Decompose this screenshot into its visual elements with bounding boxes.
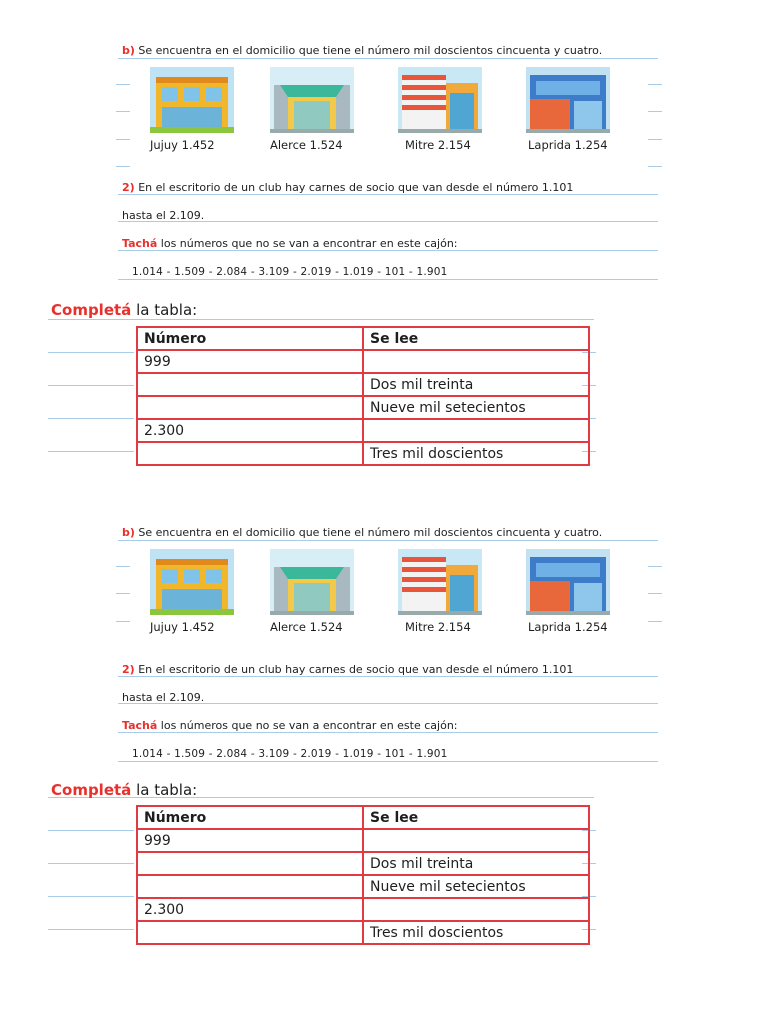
cell-numero[interactable] (137, 921, 363, 944)
table-row (137, 875, 589, 898)
cell-numero[interactable]: 2.300 (137, 419, 363, 442)
complete-bold: Completá (51, 781, 132, 799)
building-blue-icon (526, 67, 610, 133)
table-row (137, 419, 589, 442)
exercise-2-text: En el escritorio de un club hay carnes de socio que van desde el número 1.101 (138, 663, 574, 676)
header-se-lee: Se lee (363, 806, 589, 829)
cell-se-lee[interactable] (363, 419, 589, 442)
margin-tick (648, 566, 662, 567)
margin-tick (648, 621, 662, 622)
margin-tick (648, 111, 662, 112)
table-row (137, 921, 589, 944)
exercise-2-instruction (122, 719, 458, 732)
header-numero: Número (137, 327, 363, 350)
exercise-b-text (122, 526, 602, 539)
building-yellow-icon (150, 549, 234, 615)
exercise-2-line2: hasta el 2.109. (122, 209, 205, 222)
ruled-line (48, 830, 134, 831)
ruled-line (118, 540, 658, 541)
ruled-line (48, 929, 134, 930)
building-striped-icon (398, 549, 482, 615)
cell-numero[interactable]: 999 (137, 350, 363, 373)
building-green-icon (270, 67, 354, 133)
instruction-rest: los números que no se van a encontrar en este cajón: (160, 237, 458, 250)
number-list: 1.014 - 1.509 - 2.084 - 3.109 - 2.019 - 1.019 - 101 - 1.901 (132, 266, 448, 278)
margin-tick (648, 84, 662, 85)
ruled-line (48, 352, 134, 353)
complete-title (51, 301, 197, 319)
building-caption: Laprida 1.254 (528, 138, 608, 152)
cell-se-lee[interactable]: Dos mil treinta (363, 373, 589, 396)
margin-tick (116, 111, 130, 112)
building-caption: Alerce 1.524 (270, 620, 343, 634)
building-caption: Jujuy 1.452 (150, 620, 215, 634)
ruled-line (48, 319, 594, 320)
instruction-bold: Tachá (122, 237, 158, 250)
complete-rest: la tabla: (136, 301, 198, 319)
ruled-line (118, 279, 658, 280)
instruction-rest: los números que no se van a encontrar en este cajón: (160, 719, 458, 732)
building-caption: Laprida 1.254 (528, 620, 608, 634)
margin-tick (116, 84, 130, 85)
ruled-line (118, 250, 658, 251)
exercise-b-text (122, 44, 602, 57)
building-caption: Jujuy 1.452 (150, 138, 215, 152)
exercise-2-line1 (122, 181, 573, 194)
exercise-2-label: 2) (122, 663, 135, 676)
table-row (137, 898, 589, 921)
ruled-line (48, 451, 134, 452)
table-header-row (137, 327, 589, 350)
table-header-row (137, 806, 589, 829)
cell-numero[interactable]: 2.300 (137, 898, 363, 921)
complete-title (51, 781, 197, 799)
exercise-2-line1 (122, 663, 573, 676)
cell-se-lee[interactable] (363, 898, 589, 921)
header-se-lee: Se lee (363, 327, 589, 350)
exercise-b-sentence: Se encuentra en el domicilio que tiene el número mil doscientos cincuenta y cuatro. (138, 44, 603, 57)
table-row (137, 442, 589, 465)
building-striped-icon (398, 67, 482, 133)
number-list: 1.014 - 1.509 - 2.084 - 3.109 - 2.019 - 1.019 - 101 - 1.901 (132, 748, 448, 760)
table-row (137, 829, 589, 852)
margin-tick (648, 593, 662, 594)
cell-numero[interactable] (137, 396, 363, 419)
margin-tick (116, 621, 130, 622)
ruled-line (118, 676, 658, 677)
exercise-2-instruction (122, 237, 458, 250)
cell-se-lee[interactable] (363, 350, 589, 373)
instruction-bold: Tachá (122, 719, 158, 732)
header-numero: Número (137, 806, 363, 829)
table-row (137, 373, 589, 396)
building-blue-icon (526, 549, 610, 615)
cell-se-lee[interactable] (363, 829, 589, 852)
building-green-icon (270, 549, 354, 615)
ruled-line (118, 194, 658, 195)
complete-bold: Completá (51, 301, 132, 319)
ruled-line (48, 418, 134, 419)
margin-tick (648, 139, 662, 140)
cell-se-lee[interactable]: Nueve mil setecientos (363, 396, 589, 419)
building-caption: Mitre 2.154 (405, 138, 471, 152)
ruled-line (118, 732, 658, 733)
ruled-line (48, 385, 134, 386)
cell-numero[interactable] (137, 852, 363, 875)
ruled-line (48, 863, 134, 864)
number-table (136, 805, 590, 945)
cell-numero[interactable] (137, 373, 363, 396)
cell-numero[interactable] (137, 442, 363, 465)
complete-rest: la tabla: (136, 781, 198, 799)
table-row (137, 350, 589, 373)
cell-se-lee[interactable]: Nueve mil setecientos (363, 875, 589, 898)
building-yellow-icon (150, 67, 234, 133)
margin-tick (116, 139, 130, 140)
building-caption: Alerce 1.524 (270, 138, 343, 152)
cell-se-lee[interactable]: Dos mil treinta (363, 852, 589, 875)
exercise-2-text: En el escritorio de un club hay carnes de socio que van desde el número 1.101 (138, 181, 574, 194)
exercise-b-sentence: Se encuentra en el domicilio que tiene el número mil doscientos cincuenta y cuatro. (138, 526, 603, 539)
table-row (137, 396, 589, 419)
cell-se-lee[interactable]: Tres mil doscientos (363, 921, 589, 944)
margin-tick (116, 593, 130, 594)
ruled-line (118, 58, 658, 59)
cell-numero[interactable] (137, 875, 363, 898)
exercise-2-label: 2) (122, 181, 135, 194)
exercise-2-line2: hasta el 2.109. (122, 691, 205, 704)
margin-tick (648, 166, 662, 167)
margin-tick (116, 166, 130, 167)
table-row (137, 852, 589, 875)
exercise-b-label: b) (122, 44, 135, 57)
exercise-b-label: b) (122, 526, 135, 539)
cell-se-lee[interactable]: Tres mil doscientos (363, 442, 589, 465)
margin-tick (116, 566, 130, 567)
number-table (136, 326, 590, 466)
building-caption: Mitre 2.154 (405, 620, 471, 634)
cell-numero[interactable]: 999 (137, 829, 363, 852)
ruled-line (118, 761, 658, 762)
ruled-line (48, 896, 134, 897)
